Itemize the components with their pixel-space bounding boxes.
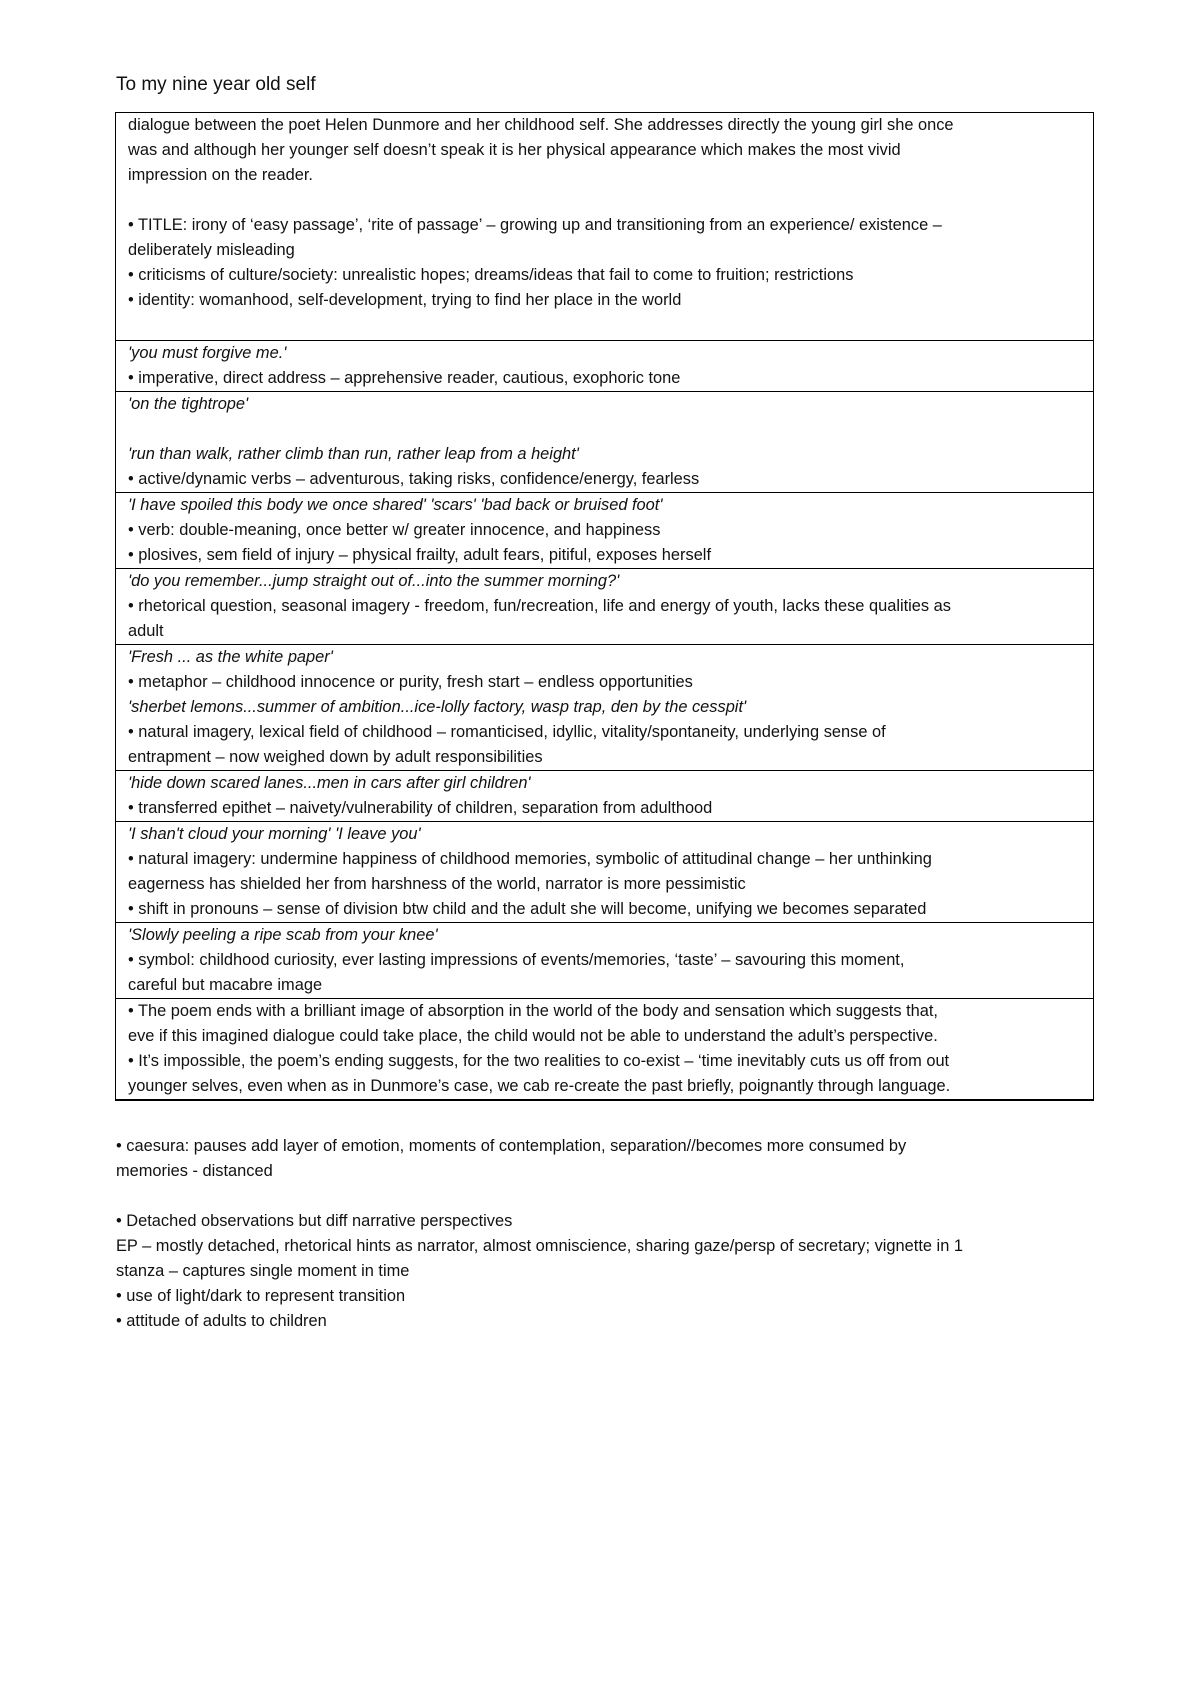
quotation: 'hide down scared lanes...men in cars after girl children' — [128, 774, 531, 792]
table-cell — [116, 822, 1094, 923]
intro-bullet: deliberately misleading — [128, 241, 295, 259]
analysis-line: • imperative, direct address – apprehensive reader, cautious, exophoric tone — [128, 369, 681, 387]
table-cell — [116, 999, 1094, 1101]
intro-bullet: • identity: womanhood, self-development, trying to find her place in the world — [128, 291, 682, 309]
analysis-line: careful but macabre image — [128, 976, 323, 994]
observation-note: • Detached observations but diff narrative perspectives — [116, 1212, 513, 1230]
analysis-line: entrapment – now weighed down by adult responsibilities — [128, 748, 543, 766]
intro-line: impression on the reader. — [128, 166, 313, 184]
quotation: 'on the tightrope' — [128, 395, 249, 413]
table-cell — [116, 771, 1094, 822]
analysis-line: • symbol: childhood curiosity, ever lasting impressions of events/memories, ‘taste’ – savouring this moment, — [128, 951, 905, 969]
intro-bullet: • criticisms of culture/society: unrealistic hopes; dreams/ideas that fail to come to fruition; restrictions — [128, 266, 854, 284]
intro-bullet: • TITLE: irony of ‘easy passage’, ‘rite of passage’ – growing up and transitioning from an experience/ existence – — [128, 216, 942, 234]
quotation: 'Fresh ... as the white paper' — [128, 648, 333, 666]
spacer — [128, 188, 1085, 213]
observation-note: • use of light/dark to represent transition — [116, 1287, 406, 1305]
analysis-line: • natural imagery, lexical field of childhood – romanticised, idyllic, vitality/spontaneity, underlying sense of — [128, 723, 886, 741]
table-cell — [116, 645, 1094, 771]
observation-note: • attitude of adults to children — [116, 1312, 327, 1330]
table-row — [116, 999, 1094, 1101]
analysis-line: • shift in pronouns – sense of division btw child and the adult she will become, unifying we becomes separated — [128, 900, 927, 918]
page-title: To my nine year old self — [116, 74, 316, 95]
quotation: 'Slowly peeling a ripe scab from your knee' — [128, 926, 438, 944]
analysis-line: adult — [128, 622, 164, 640]
table-row — [116, 341, 1094, 392]
quotation: 'I shan't cloud your morning' 'I leave you' — [128, 825, 421, 843]
footer-notes — [116, 1134, 1096, 1334]
analysis-line: eve if this imagined dialogue could take place, the child would not be able to understand the adult’s perspective. — [128, 1027, 938, 1045]
caesura-note: • caesura: pauses add layer of emotion, moments of contemplation, separation//becomes more consumed by — [116, 1137, 907, 1155]
spacer — [116, 1184, 1096, 1209]
analysis-line: • transferred epithet – naivety/vulnerability of children, separation from adulthood — [128, 799, 713, 817]
analysis-line: • plosives, sem field of injury – physical frailty, adult fears, pitiful, exposes herself — [128, 546, 712, 564]
observation-note: EP – mostly detached, rhetorical hints as narrator, almost omniscience, sharing gaze/persp of secretary; vignette in 1 — [116, 1237, 963, 1255]
table-row — [116, 569, 1094, 645]
quotation: 'run than walk, rather climb than run, rather leap from a height' — [128, 445, 579, 463]
notes-table — [115, 112, 1094, 1101]
table-cell — [116, 392, 1094, 493]
analysis-line: • active/dynamic verbs – adventurous, taking risks, confidence/energy, fearless — [128, 470, 700, 488]
intro-line: was and although her younger self doesn’t speak it is her physical appearance which makes the most vivid — [128, 141, 901, 159]
analysis-line: eagerness has shielded her from harshness of the world, narrator is more pessimistic — [128, 875, 746, 893]
analysis-line: • rhetorical question, seasonal imagery - freedom, fun/recreation, life and energy of youth, lacks these qualities as — [128, 597, 951, 615]
intro-line: dialogue between the poet Helen Dunmore and her childhood self. She addresses directly the young girl she once — [128, 116, 954, 134]
intro-row — [116, 113, 1094, 341]
table-row — [116, 822, 1094, 923]
analysis-line: • verb: double-meaning, once better w/ greater innocence, and happiness — [128, 521, 661, 539]
analysis-line: younger selves, even when as in Dunmore’s case, we cab re-create the past briefly, poignantly through language. — [128, 1077, 951, 1095]
analysis-line: • The poem ends with a brilliant image of absorption in the world of the body and sensation which suggests that, — [128, 1002, 938, 1020]
table-row — [116, 923, 1094, 999]
caesura-note: memories - distanced — [116, 1162, 273, 1180]
analysis-line: • natural imagery: undermine happiness of childhood memories, symbolic of attitudinal change – her unthinking — [128, 850, 932, 868]
quotation: 'I have spoiled this body we once shared' 'scars' 'bad back or bruised foot' — [128, 496, 663, 514]
table-row — [116, 645, 1094, 771]
spacer — [128, 417, 1085, 442]
quotation: 'you must forgive me.' — [128, 344, 287, 362]
table-row — [116, 392, 1094, 493]
table-row — [116, 493, 1094, 569]
observation-note: stanza – captures single moment in time — [116, 1262, 410, 1280]
table-row — [116, 771, 1094, 822]
analysis-line: • metaphor – childhood innocence or purity, fresh start – endless opportunities — [128, 673, 693, 691]
quotation: 'do you remember...jump straight out of...into the summer morning?' — [128, 572, 620, 590]
table-cell — [116, 569, 1094, 645]
table-cell — [116, 341, 1094, 392]
table-cell — [116, 923, 1094, 999]
table-cell — [116, 493, 1094, 569]
intro-cell — [116, 113, 1094, 341]
quotation: 'sherbet lemons...summer of ambition...ice-lolly factory, wasp trap, den by the cesspit' — [128, 698, 747, 716]
analysis-line: • It’s impossible, the poem’s ending suggests, for the two realities to co-exist – ‘time inevitably cuts us off from out — [128, 1052, 950, 1070]
